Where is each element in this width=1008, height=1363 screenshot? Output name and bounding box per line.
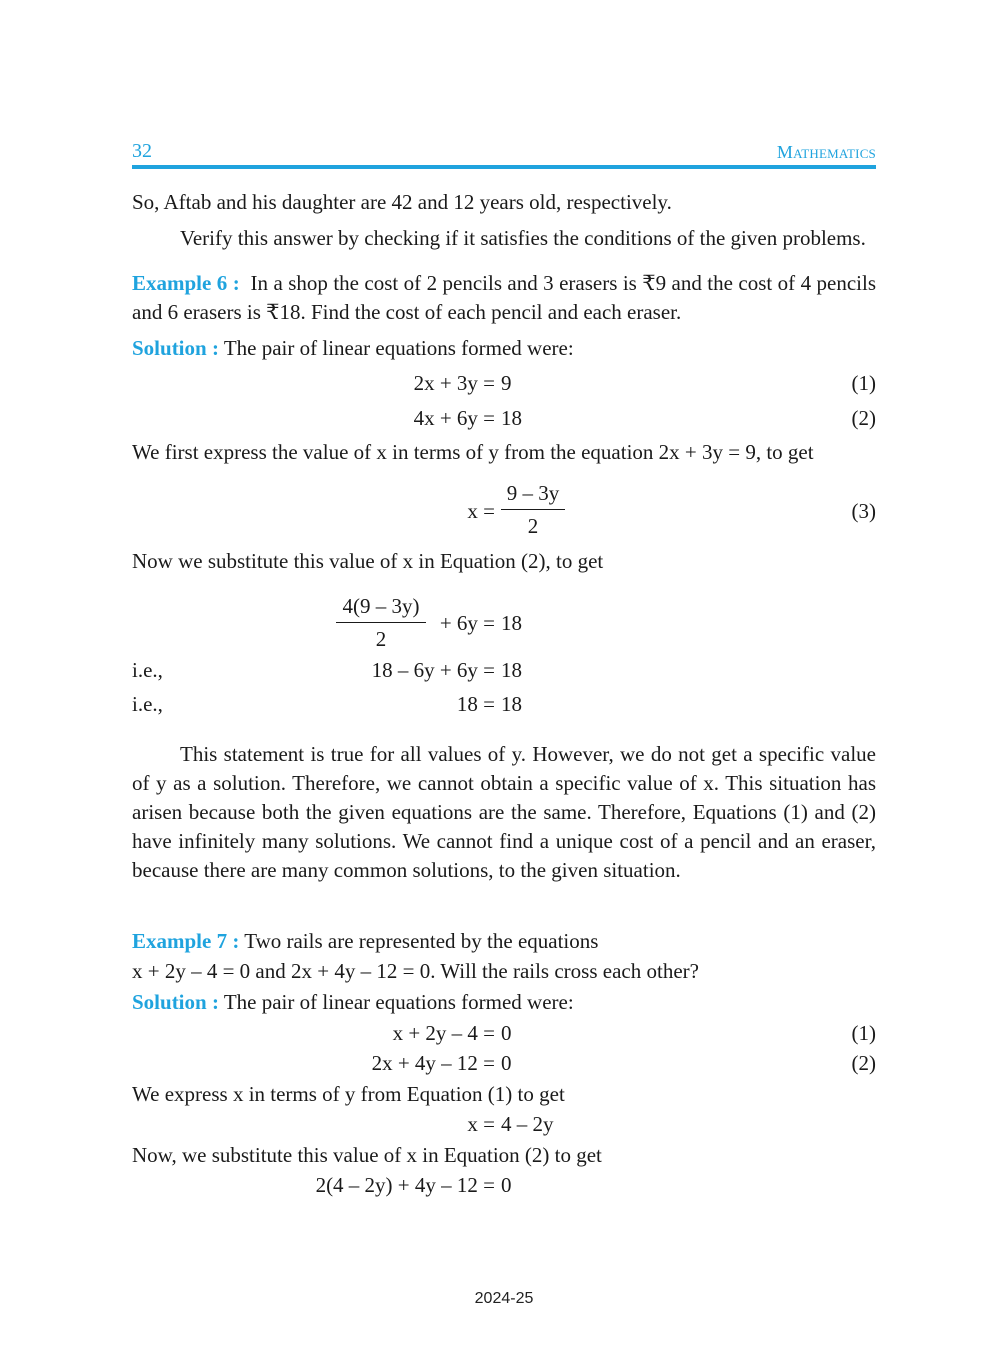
ex6-eq1-lhs: 2x + 3y = (413, 371, 495, 395)
example-6-statement (132, 269, 876, 327)
example-6-label: Example 6 : (132, 271, 240, 295)
example-7-line-1 (132, 927, 598, 955)
ex6-sub-fraction (336, 593, 426, 652)
ex6-ie2-label: i.e., (132, 692, 163, 716)
ex6-ie2-lhs: 18 = (456, 692, 495, 716)
ex7-x-lhs: x = (467, 1112, 495, 1136)
ex6-ie1-rhs: 18 (501, 658, 522, 682)
ex6-eq3-denominator: 2 (527, 514, 539, 538)
solution-6-text: The pair of linear equations formed were: (223, 336, 574, 360)
ex6-eq1-number: (1) (851, 371, 876, 395)
intro-paragraph-1: So, Aftab and his daughter are 42 and 12 years old, respectively. (132, 190, 672, 214)
ex6-sub-denominator: 2 (375, 627, 387, 651)
ex7-sub-lhs: 2(4 – 2y) + 4y – 12 = (315, 1173, 495, 1197)
ex6-eq3-fraction (501, 480, 565, 539)
solution-7-line (132, 988, 574, 1016)
ex7-express-text: We express x in terms of y from Equation (1) to get (132, 1082, 565, 1106)
ex7-eq2-number: (2) (851, 1051, 876, 1075)
ex7-eq2-rhs: 0 (501, 1051, 512, 1075)
footer-year: 2024-25 (474, 1290, 534, 1307)
solution-7-text: The pair of linear equations formed were: (223, 990, 574, 1014)
page-number: 32 (132, 140, 152, 162)
ex6-ie2-rhs: 18 (501, 692, 522, 716)
ex6-substitute-text: Now we substitute this value of x in Equation (2), to get (132, 549, 604, 573)
solution-6-line (132, 334, 574, 362)
example-6-text: In a shop the cost of 2 pencils and 3 erasers is ₹9 and the cost of 4 pencils and 6 erasers is ₹18. Find the cost of each pencil and each eraser. (132, 271, 876, 324)
ex6-eq2-rhs: 18 (501, 406, 522, 430)
ex6-sub-rest: + 6y = (439, 611, 495, 635)
ex6-sub-rhs: 18 (501, 611, 522, 635)
ex7-eq1-lhs: x + 2y – 4 = (392, 1021, 495, 1045)
header-rule (132, 165, 876, 169)
ex7-x-rhs: 4 – 2y (501, 1112, 554, 1136)
ex6-eq3-numerator: 9 – 3y (501, 480, 565, 510)
ex6-sub-numerator: 4(9 – 3y) (336, 593, 426, 623)
ex6-eq3-lhs: x = (467, 499, 495, 523)
ex6-express-text: We first express the value of x in terms of y from the equation 2x + 3y = 9, to get (132, 440, 814, 464)
ex7-sub-rhs: 0 (501, 1173, 512, 1197)
example-7-line-2: x + 2y – 4 = 0 and 2x + 4y – 12 = 0. Will the rails cross each other? (132, 959, 699, 983)
ex6-eq2-number: (2) (851, 406, 876, 430)
ex6-conclusion-paragraph: This statement is true for all values of y. However, we do not get a specific value of y as a solution. Therefore, we cannot obtain a specific value of x. This situation has arisen because both the given equations are the same. Therefore, Equations (1) and (2) have infinitely many solutions. We cannot find a unique cost of a pencil and an eraser, because there are many common solutions, to the given situation. (132, 742, 876, 882)
ex7-eq1-rhs: 0 (501, 1021, 512, 1045)
ex6-eq1-rhs: 9 (501, 371, 512, 395)
example-7-label: Example 7 : (132, 929, 240, 953)
ex6-eq3-number: (3) (851, 499, 876, 523)
chapter-title: Mathematics (776, 142, 876, 162)
ex6-ie1-label: i.e., (132, 658, 163, 682)
example-7-text: Two rails are represented by the equations (244, 929, 599, 953)
solution-6-label: Solution : (132, 336, 219, 360)
ex7-substitute-text: Now, we substitute this value of x in Equation (2) to get (132, 1143, 602, 1167)
ex6-eq2-lhs: 4x + 6y = (413, 406, 495, 430)
ex6-ie1-lhs: 18 – 6y + 6y = (371, 658, 495, 682)
ex7-eq1-number: (1) (851, 1021, 876, 1045)
intro-paragraph-2: Verify this answer by checking if it satisfies the conditions of the given problems. (180, 226, 866, 250)
ex7-eq2-lhs: 2x + 4y – 12 = (371, 1051, 495, 1075)
solution-7-label: Solution : (132, 990, 219, 1014)
